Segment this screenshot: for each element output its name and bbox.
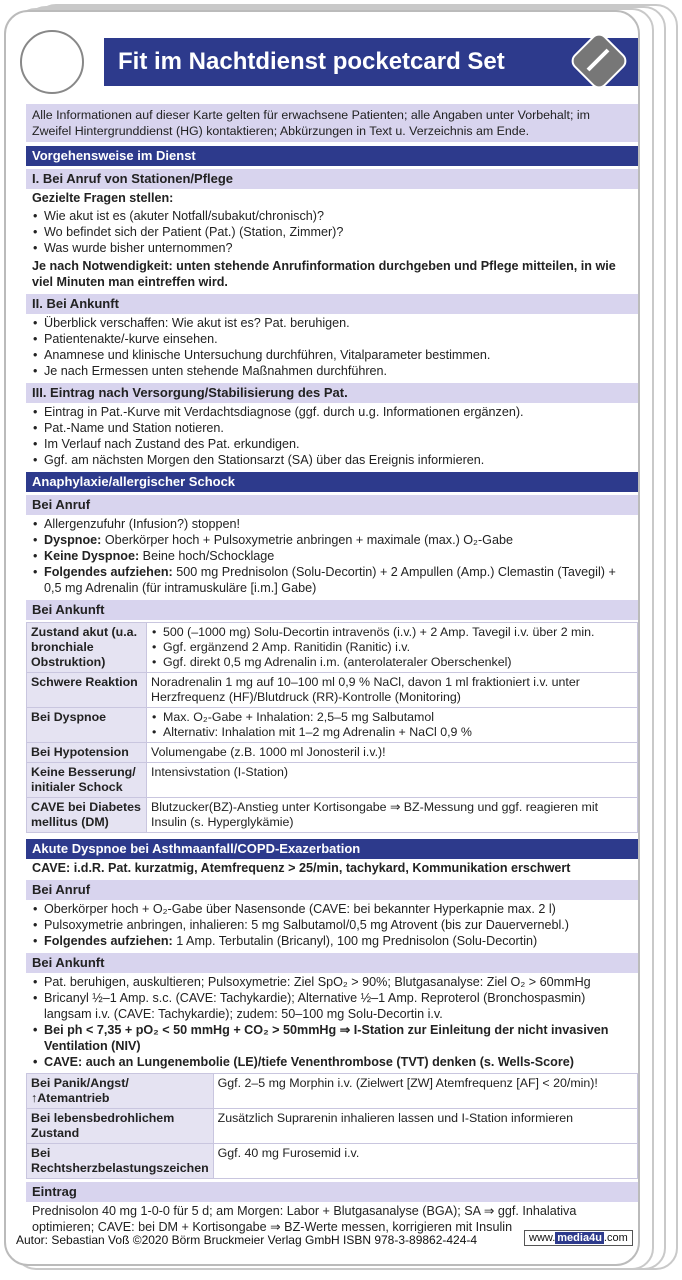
note-text: Je nach Notwendigkeit: unten stehende Anrufinformation durchgeben und Pflege mitteilen, in wie viel Minuten man eintreffen wird. [32,259,616,289]
list-item: • Folgendes aufziehen: 500 mg Prednisolon (Solu-Decortin) + 2 Ampullen (Amp.) Clemastin (Tavegil) + 0,5 mg Adrenalin (für intramuskuläre [i.m.] Gabe) [32,564,632,596]
list-item: • Oberkörper hoch + O₂-Gabe über Nasensonde (CAVE: bei bekannter Hyperkapnie max. 2 l) [32,901,632,917]
subsection-title: III. Eintrag nach Versorgung/Stabilisierung des Pat. [26,383,638,403]
list-item: • CAVE: auch an Lungenembolie (LE)/tiefe Venenthrombose (TVT) denken (s. Wells-Score) [32,1054,632,1070]
list-item: • Keine Dyspnoe: Beine hoch/Schocklage [32,548,632,564]
section-title-anaphylaxis: Anaphylaxie/allergischer Schock [26,472,638,492]
list-item: • Im Verlauf nach Zustand des Pat. erkundigen. [32,436,632,452]
list-item: • Pat. beruhigen, auskultieren; Pulsoxymetrie: Ziel SpO₂ > 90%; Blutgasanalyse: Ziel O₂ > 60mmHg [32,974,632,990]
row-content [147,623,638,673]
subsection-title: II. Bei Ankunft [26,294,638,314]
table-row [27,743,638,763]
row-content: Volumengabe (z.B. 1000 ml Jonosteril i.v.)! [147,743,638,763]
row-label: CAVE bei Diabetes mellitus (DM) [27,798,147,833]
section-title-procedure: Vorgehensweise im Dienst [26,146,638,166]
subsection-title: Bei Ankunft [26,953,638,973]
subsection-title: Bei Ankunft [26,600,638,620]
pocketcard [4,10,640,1266]
list-item: • Pat.-Name und Station notieren. [32,420,632,436]
subsection-title: Eintrag [26,1182,638,1202]
table-row [27,763,638,798]
treatment-table [26,1073,638,1179]
list-item: • Anamnese und klinische Untersuchung durchführen, Vitalparameter bestimmen. [32,347,632,363]
bullet-list [26,973,638,1071]
row-label: Keine Besserung/ initialer Schock [27,763,147,798]
row-content: Blutzucker(BZ)-Anstieg unter Kortisongabe ⇒ BZ-Messung und ggf. reagieren mit Insulin (s. Hyperglykämie) [147,798,638,833]
list-item: • Je nach Ermessen unten stehende Maßnahmen durchführen. [32,363,632,379]
list-item: • Ggf. ergänzend 2 Amp. Ranitidin (Ranitic) i.v. [151,640,633,655]
row-content: Noradrenalin 1 mg auf 10–100 ml 0,9 % NaCl, davon 1 ml fraktioniert i.v. unter Herzfrequenz (HF)/Blutdruck (RR)-Kontrolle (Monitoring) [147,673,638,708]
list-item: • Bei ph < 7,35 + pO₂ < 50 mmHg + CO₂ > 50mmHg ⇒ I-Station zur Einleitung der nicht invasiven Ventilation (NIV) [32,1022,632,1054]
list-item: • Allergenzufuhr (Infusion?) stoppen! [32,516,632,532]
list-item: • Ggf. direkt 0,5 mg Adrenalin i.m. (anterolateraler Oberschenkel) [151,655,633,670]
entry-text: Prednisolon 40 mg 1-0-0 für 5 d; am Morgen: Labor + Blutgasanalyse (BGA); SA ⇒ ggf. Inhalativa optimieren; CAVE: bei DM + Kortisongabe ⇒ BZ-Werte messen, korrigieren mit Insulin [32,1204,577,1234]
list-item: • Wie akut ist es (akuter Notfall/subakut/chronisch)? [32,208,632,224]
row-label: Schwere Reaktion [27,673,147,708]
list-item: • Dyspnoe: Oberkörper hoch + Pulsoxymetrie anbringen + maximale (max.) O₂-Gabe [32,532,632,548]
bullet-list [26,314,638,380]
lead-text: Gezielte Fragen stellen: [32,191,174,205]
section-title-dyspnea: Akute Dyspnoe bei Asthmaanfall/COPD-Exazerbation [26,839,638,859]
table-row [27,708,638,743]
row-label: Bei lebensbedrohlichem Zustand [27,1109,214,1144]
publisher-link[interactable]: www. media4u .com [524,1230,633,1246]
bullet-list [26,515,638,597]
row-content: Ggf. 40 mg Furosemid i.v. [213,1144,637,1179]
list-item: • Patientenakte/-kurve einsehen. [32,331,632,347]
punch-hole [20,30,84,94]
row-content [147,708,638,743]
pocketcard-logo-icon [568,30,630,92]
table-row [27,798,638,833]
card-title: Fit im Nachtdienst pocketcard Set [104,38,640,86]
table-row [27,1074,638,1109]
list-item: • Ggf. am nächsten Morgen den Stationsarzt (SA) über das Ereignis informieren. [32,452,632,468]
list-item: • Wo befindet sich der Patient (Pat.) (Station, Zimmer)? [32,224,632,240]
row-label: Bei Rechtsherzbelastungszeichen [27,1144,214,1179]
list-item: • Was wurde bisher unternommen? [32,240,632,256]
intro-note: Alle Informationen auf dieser Karte gelten für erwachsene Patienten; alle Angaben unter Vorbehalt; im Zweifel Hintergrunddienst (HG) kontaktieren; Abkürzungen in Text u. Verzeichnis am Ende. [26,104,638,142]
row-label: Bei Dyspnoe [27,708,147,743]
footer [16,1233,634,1247]
table-row [27,1144,638,1179]
list-item: • Bricanyl ½–1 Amp. s.c. (CAVE: Tachykardie); Alternative ½–1 Amp. Reproterol (Bronchospasmin) langsam i.v. (CAVE: Tachykardie); zudem: 50–100 mg Solu-Decortin i.v. [32,990,632,1022]
table-row [27,623,638,673]
subsection-title: Bei Anruf [26,495,638,515]
bullet-list [26,207,638,257]
list-item: • Max. O₂-Gabe + Inhalation: 2,5–5 mg Salbutamol [151,710,633,725]
list-item: • Pulsoxymetrie anbringen, inhalieren: 5 mg Salbutamol/0,5 mg Atrovent (bis zur Dauervernebl.) [32,917,632,933]
row-label: Bei Panik/Angst/ ↑Atemantrieb [27,1074,214,1109]
cave-note: CAVE: i.d.R. Pat. kurzatmig, Atemfrequenz > 25/min, tachykard, Kommunikation erschwert [32,861,571,875]
bullet-list [26,403,638,469]
list-item: • Eintrag in Pat.-Kurve mit Verdachtsdiagnose (ggf. durch u.g. Informationen ergänzen). [32,404,632,420]
list-item: • Alternativ: Inhalation mit 1–2 mg Adrenalin + NaCl 0,9 % [151,725,633,740]
row-label: Bei Hypotension [27,743,147,763]
footer-credit: Autor: Sebastian Voß ©2020 Börm Bruckmeier Verlag GmbH ISBN 978-3-89862-424-4 [16,1233,478,1247]
list-item: • 500 (–1000 mg) Solu-Decortin intravenös (i.v.) + 2 Amp. Tavegil i.v. über 2 min. [151,625,633,640]
card-content [26,104,638,1236]
treatment-table [26,622,638,833]
subsection-title: Bei Anruf [26,880,638,900]
row-content: Ggf. 2–5 mg Morphin i.v. (Zielwert [ZW] Atemfrequenz [AF] < 20/min)! [213,1074,637,1109]
list-item: • Überblick verschaffen: Wie akut ist es? Pat. beruhigen. [32,315,632,331]
row-content: Intensivstation (I-Station) [147,763,638,798]
bullet-list [26,900,638,950]
table-row [27,1109,638,1144]
list-item: • Folgendes aufziehen: 1 Amp. Terbutalin (Bricanyl), 100 mg Prednisolon (Solu-Decortin) [32,933,632,949]
row-content: Zusätzlich Suprarenin inhalieren lassen und I-Station informieren [213,1109,637,1144]
table-row [27,673,638,708]
row-label: Zustand akut (u.a. bronchiale Obstruktion) [27,623,147,673]
subsection-title: I. Bei Anruf von Stationen/Pflege [26,169,638,189]
